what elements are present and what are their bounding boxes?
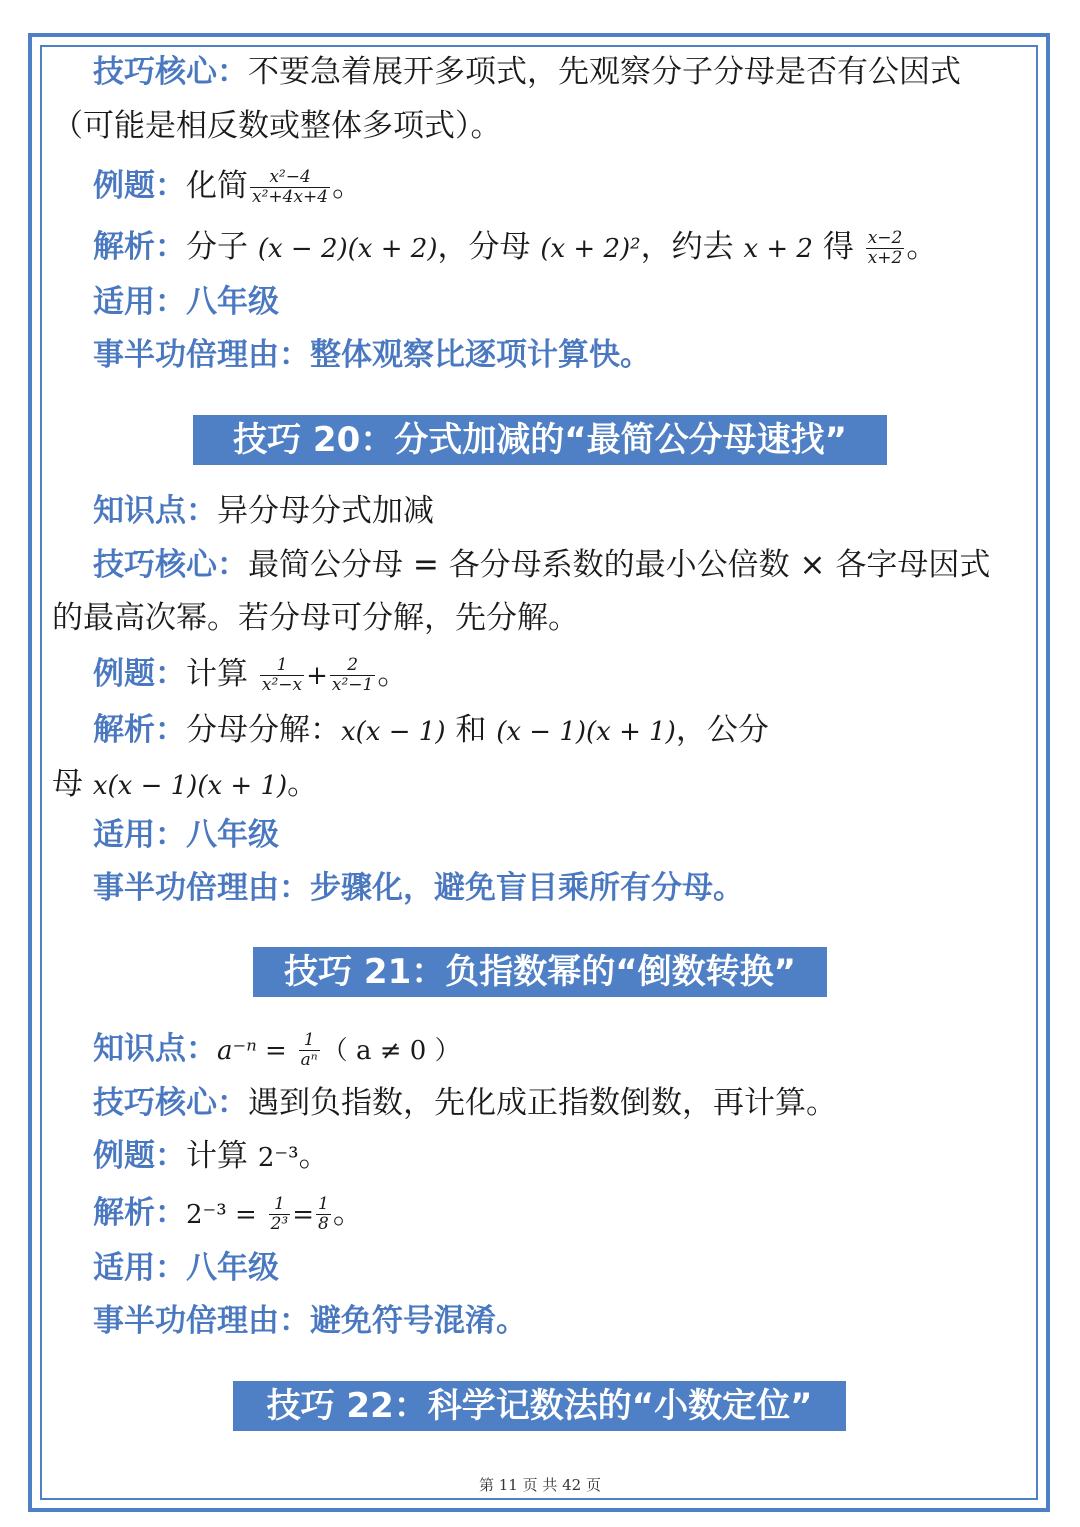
knowledge-label: 知识点： [93,1031,217,1067]
tip21-reason [93,1301,527,1341]
denominator: aⁿ [300,1050,318,1070]
applicable-value: 八年级 [186,1250,279,1286]
tip20-core [93,545,990,585]
example-text: 计算 [186,656,248,692]
math: (x − 1)(x + 1) [496,717,676,747]
reason-value: 步骤化，避免盲目乘所有分母。 [310,870,744,906]
applicable-value: 八年级 [186,817,279,853]
tip20-reason [93,868,744,908]
numerator: 1 [269,1195,291,1215]
tip19-core-line [93,52,961,92]
text: ，公分 [675,712,769,748]
tip20-applicable [93,815,279,855]
plus-sign: + [306,661,328,691]
numerator: 1 [299,1031,320,1051]
tip21-core [93,1083,837,1123]
tip21-example [93,1136,330,1178]
text: 分母分解： [186,712,341,748]
denominator: x+2 [867,248,903,268]
fraction [260,656,304,695]
tip20-core-text: 最简公分母 = 各分母系数的最小公倍数 × 各字母因式 [248,547,991,583]
math: x(x − 1)(x + 1) [92,771,288,801]
tip19-analysis [93,227,937,269]
example-label: 例题： [93,656,186,692]
example-label: 例题： [93,168,186,204]
core-label: 技巧核心： [93,54,248,90]
tip19-reason [93,335,651,375]
example-text: 化简 [186,168,248,204]
reason-value: 整体观察比逐项计算快。 [310,337,651,373]
tip19-example [93,166,363,207]
tip21-knowledge [93,1029,461,1071]
applicable-label: 适用： [93,817,186,853]
denominator: x²−x [261,675,303,695]
reason-label: 事半功倍理由： [93,870,310,906]
tip22-heading: 技巧 22：科学记数法的“小数定位” [233,1381,846,1431]
math: (x − 2)(x + 2) [257,234,438,264]
condition: （ a ≠ 0 ） [321,1036,461,1066]
numerator: 2 [330,656,375,676]
math: a⁻ⁿ = [217,1036,287,1066]
core-label: 技巧核心： [93,547,248,583]
math: (x + 2)² [540,234,641,264]
math: 2⁻³ [257,1143,299,1173]
tip19-core-line2 [52,106,502,146]
text: 母 [52,766,83,802]
equals-sign: = [292,1200,315,1230]
tip20-heading: 技巧 20：分式加减的“最简公分母速找” [193,415,887,465]
reason-value: 避免符号混淆。 [310,1303,527,1339]
numerator: x²−4 [250,168,330,188]
denominator: x²+4x+4 [252,187,329,207]
example-label: 例题： [93,1138,186,1174]
core-label: 技巧核心： [93,1085,248,1121]
tip20-knowledge [93,491,434,531]
tip21-applicable [93,1248,279,1288]
fraction [269,1195,291,1234]
example-text: 计算 [186,1138,248,1174]
tip21-analysis [93,1193,364,1235]
period: 。 [906,229,938,265]
fraction [866,229,905,268]
reason-label: 事半功倍理由： [93,1303,310,1339]
period: 。 [332,168,364,204]
numerator: 1 [260,656,304,676]
tip20-core-line2 [52,598,579,638]
period: 。 [287,766,319,802]
analysis-label: 解析： [93,712,186,748]
numerator: x−2 [867,228,903,248]
text: 和 [455,712,487,748]
denominator: 2³ [270,1214,289,1234]
tip19-applicable [93,282,279,322]
tip20-example [93,654,408,696]
text: 分子 [186,229,248,265]
fraction [316,1195,331,1234]
tip20-analysis [93,710,769,752]
tip21-heading: 技巧 21：负指数幂的“倒数转换” [253,947,827,997]
fraction [299,1031,320,1070]
knowledge-value: 异分母分式加减 [217,493,434,529]
tip20-core-text-2: 的最高次幂。若分母可分解，先分解。 [52,600,579,636]
text: ，分母 [437,229,531,265]
analysis-label: 解析： [93,1195,186,1231]
denominator: x²−1 [331,675,374,695]
numerator: 1 [318,1194,329,1214]
period: 。 [332,1195,364,1231]
reason-label: 事半功倍理由： [93,337,310,373]
tip19-core-text: 不要急着展开多项式，先观察分子分母是否有公因式 [248,54,961,90]
tip20-analysis-line2 [52,764,318,806]
math: x + 2 [743,234,813,264]
fraction [250,168,330,207]
period: 。 [298,1138,330,1174]
applicable-label: 适用： [93,1250,186,1286]
applicable-label: 适用： [93,284,186,320]
period: 。 [377,656,409,692]
tip19-core-text-2: （可能是相反数或整体多项式）。 [52,108,502,144]
analysis-label: 解析： [93,229,186,265]
text: ，约去 [640,229,734,265]
page-number: 第 11 页 共 42 页 [478,1476,601,1494]
math: 2⁻³ = [186,1200,257,1230]
text: 得 [822,229,854,265]
denominator: 8 [318,1214,329,1234]
tip21-core-text: 遇到负指数，先化成正指数倒数，再计算。 [248,1085,837,1121]
fraction [330,656,375,695]
math: x(x − 1) [341,717,446,747]
applicable-value: 八年级 [186,284,279,320]
knowledge-label: 知识点： [93,493,217,529]
